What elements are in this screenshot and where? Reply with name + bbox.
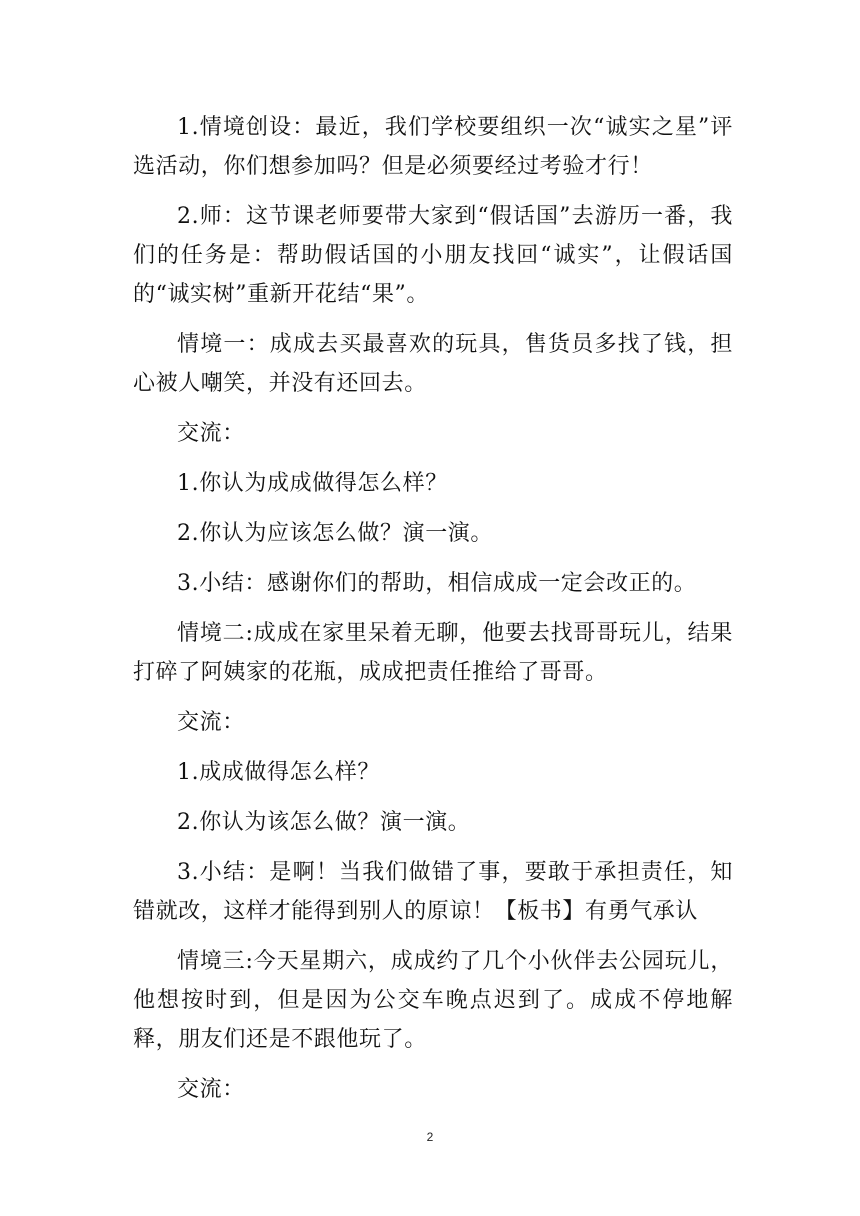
paragraph-situation-two: 情境二:成成在家里呆着无聊，他要去找哥哥玩儿，结果打碎了阿姨家的花瓶，成成把责任推给了哥哥。 xyxy=(133,621,733,685)
paragraph-question: 1.你认为成成做得怎么样？ xyxy=(177,471,448,496)
paragraph-question: 1.成成做得怎么样？ xyxy=(177,760,380,785)
paragraph-discussion-heading: 交流： xyxy=(177,421,245,446)
paragraph-question: 2.你认为该怎么做？演一演。 xyxy=(177,810,471,835)
paragraph-teacher-intro: 2.师：这节课老师要带大家到“假话国”去游历一番，我们的任务是：帮助假话国的小朋友找回“诚实”，让假话国的“诚实树”重新开花结“果”。 xyxy=(133,204,733,307)
paragraph-summary: 3.小结：感谢你们的帮助，相信成成一定会改正的。 xyxy=(177,571,697,596)
paragraph-discussion-heading: 交流： xyxy=(177,710,245,735)
paragraph-situation-three: 情境三:今天星期六，成成约了几个小伙伴去公园玩儿，他想按时到，但是因为公交车晚点迟到了。成成不停地解释，朋友们还是不跟他玩了。 xyxy=(133,949,733,1052)
paragraph-discussion-heading: 交流： xyxy=(177,1077,245,1102)
paragraph-scenario-setup: 1.情境创设：最近，我们学校要组织一次“诚实之星”评选活动，你们想参加吗？但是必须要经过考验才行！ xyxy=(133,115,733,179)
paragraph-summary: 3.小结：是啊！当我们做错了事，要敢于承担责任，知错就改，这样才能得到别人的原谅！【板书】有勇气承认 xyxy=(133,860,733,924)
paragraph-situation-one: 情境一：成成去买最喜欢的玩具，售货员多找了钱，担心被人嘲笑，并没有还回去。 xyxy=(133,332,733,396)
document-body xyxy=(133,108,733,1120)
page-number: 2 xyxy=(426,1130,434,1144)
paragraph-question: 2.你认为应该怎么做？演一演。 xyxy=(177,521,493,546)
